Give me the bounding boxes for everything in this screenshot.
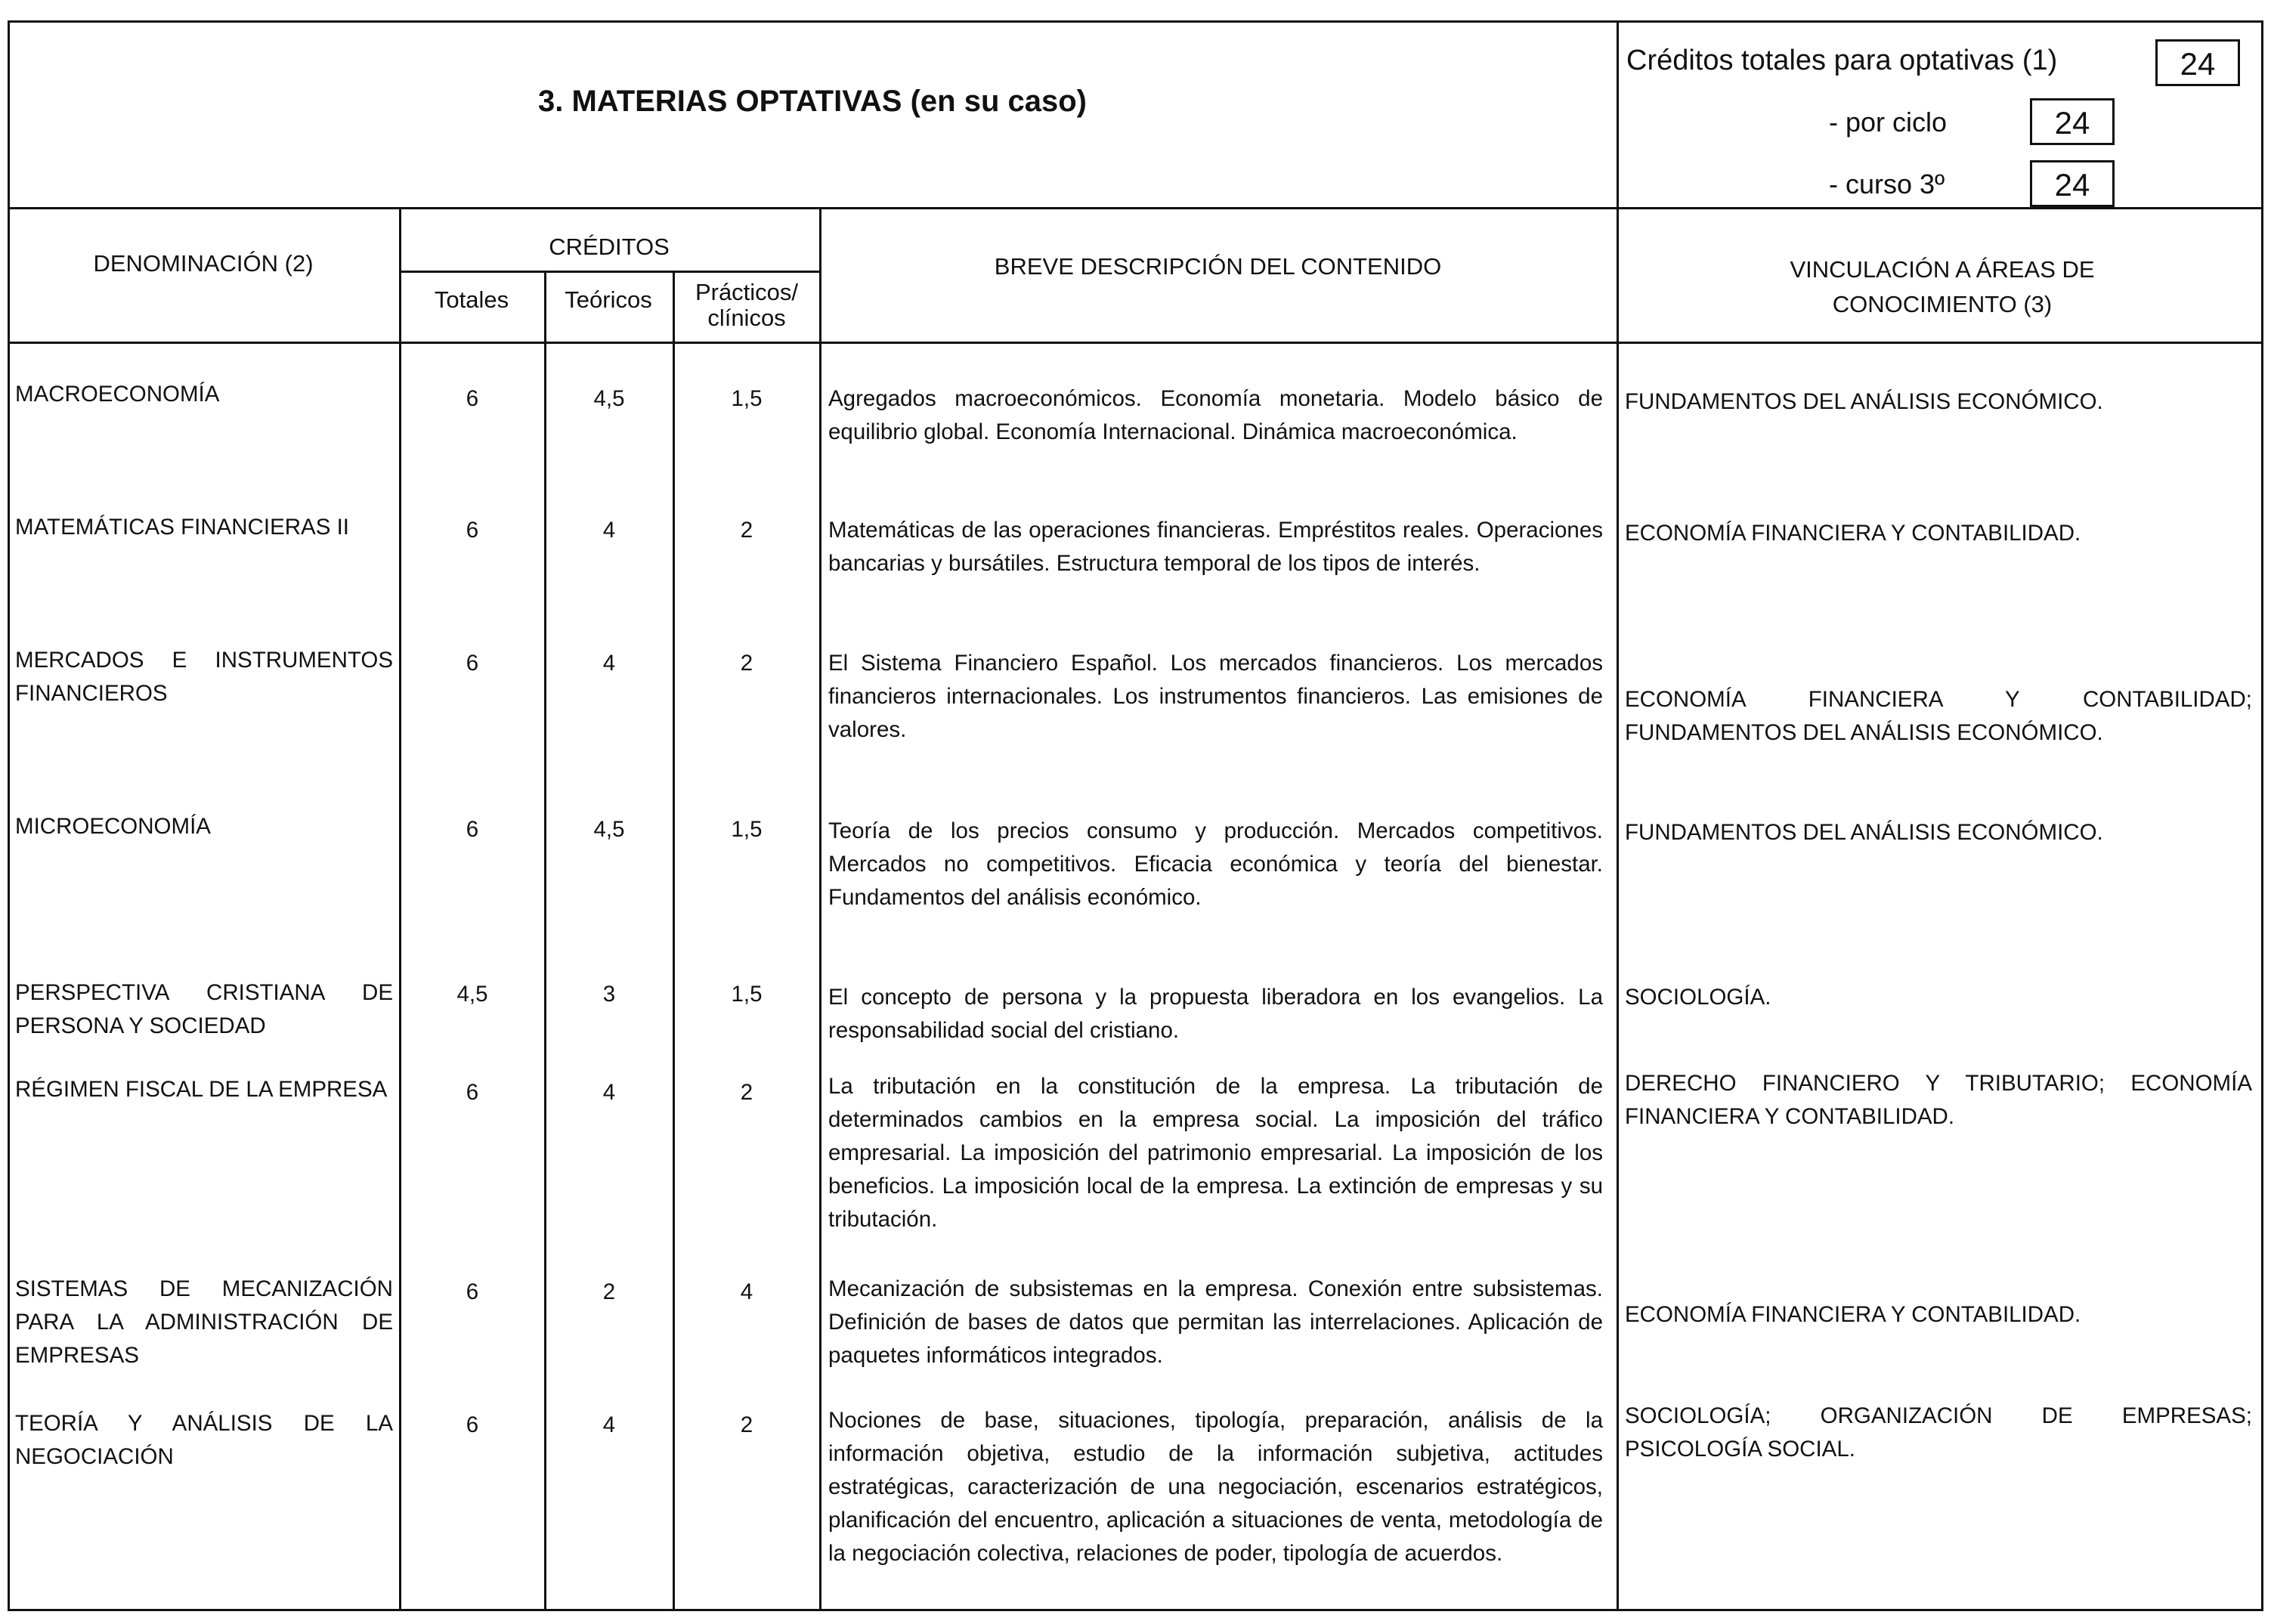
row-name: PERSPECTIVA CRISTIANA DE PERSONA Y SOCIEDAD (15, 980, 393, 1038)
row-name: MATEMÁTICAS FINANCIERAS II (15, 515, 349, 540)
row-area: DERECHO FINANCIERO Y TRIBUTARIO; ECONOMÍA FINANCIERA Y CONTABILIDAD. (1625, 1071, 2252, 1129)
divider-col-name (399, 207, 401, 1611)
row-description: El Sistema Financiero Español. Los mercados financieros. Los mercados financieros internacionales. Los instrumentos financieros. Las emisiones de valores. (828, 651, 1603, 742)
row-teoricos: 3 (602, 982, 616, 1007)
row-practicos: 1,5 (731, 982, 763, 1007)
divider-creditos-sub (399, 271, 819, 273)
row-totales: 6 (466, 1080, 479, 1105)
row-totales: 6 (466, 386, 479, 411)
col-header-descripcion: BREVE DESCRIPCIÓN DEL CONTENIDO (994, 253, 1442, 280)
row-description: La tributación en la constitución de la empresa. La tributación de determinados cambios en la empresa social. La imposición del tráfico empresarial. La imposición del patrimonio empresarial. La imposición de los beneficios. La imposición local de la empresa. La extinción de empresas y su tributación. (828, 1074, 1603, 1232)
credits-total-box: 24 (2155, 39, 2240, 86)
row-teoricos: 2 (602, 1279, 616, 1304)
row-area: FUNDAMENTOS DEL ANÁLISIS ECONÓMICO. (1625, 820, 2103, 845)
row-teoricos: 4,5 (593, 386, 625, 411)
row-area: ECONOMÍA FINANCIERA Y CONTABILIDAD; FUNDAMENTOS DEL ANÁLISIS ECONÓMICO. (1625, 687, 2252, 745)
row-totales: 6 (466, 1279, 479, 1304)
course-box: 24 (2030, 160, 2115, 207)
col-header-practicos: Prácticos/ clínicos (695, 279, 799, 331)
row-totales: 6 (466, 518, 479, 543)
row-name: RÉGIMEN FISCAL DE LA EMPRESA (15, 1077, 388, 1102)
page-title: 3. MATERIAS OPTATIVAS (en su caso) (537, 85, 1087, 118)
row-area: ECONOMÍA FINANCIERA Y CONTABILIDAD. (1625, 1302, 2081, 1327)
row-area: SOCIOLOGÍA. (1625, 985, 1771, 1010)
col-header-teoricos: Teóricos (565, 286, 652, 313)
per-cycle-box: 24 (2030, 98, 2115, 145)
row-name: MACROECONOMÍA (15, 382, 220, 407)
col-header-totales: Totales (434, 286, 509, 313)
row-practicos: 2 (740, 651, 753, 676)
row-area: FUNDAMENTOS DEL ANÁLISIS ECONÓMICO. (1625, 389, 2103, 414)
row-name: MICROECONOMÍA (15, 814, 211, 839)
credits-total-label: Créditos totales para optativas (1) (1626, 45, 2058, 76)
course-label: - curso 3º (1829, 169, 1945, 200)
row-description: Nociones de base, situaciones, tipología, preparación, análisis de la información objetiva, estudio de la información subjetiva, actitudes estratégicas, caracterización de una negociación, escenarios estratégicos, planificación del encuentro, aplicación a situaciones de venta, metodología de la negociación colectiva, relaciones de poder, tipología de acuerdos. (828, 1408, 1603, 1566)
row-practicos: 2 (740, 1080, 753, 1105)
row-practicos: 1,5 (731, 386, 763, 411)
row-description: El concepto de persona y la propuesta liberadora en los evangelios. La responsabilidad social del cristiano. (828, 985, 1603, 1043)
row-area: ECONOMÍA FINANCIERA Y CONTABILIDAD. (1625, 521, 2081, 546)
row-name: SISTEMAS DE MECANIZACIÓN PARA LA ADMINISTRACIÓN DE EMPRESAS (15, 1276, 393, 1368)
col-header-vinculacion: VINCULACIÓN A ÁREAS DE CONOCIMIENTO (3) (1790, 256, 2095, 317)
row-teoricos: 4 (602, 518, 616, 543)
col-header-denominacion: DENOMINACIÓN (2) (93, 250, 314, 277)
row-practicos: 2 (740, 518, 753, 543)
divider-column-header (8, 342, 2263, 344)
row-description: Mecanización de subsistemas en la empresa. Conexión entre subsistemas. Definición de bases de datos que permitan las interrelaciones. Aplicación de paquetes informáticos integrados. (828, 1276, 1603, 1368)
row-description: Agregados macroeconómicos. Economía monetaria. Modelo básico de equilibrio global. Economía Internacional. Dinámica macroeconómica. (828, 386, 1603, 444)
divider-header (8, 207, 2263, 209)
row-totales: 4,5 (456, 982, 488, 1007)
row-teoricos: 4 (602, 1412, 616, 1437)
row-totales: 6 (466, 1412, 479, 1437)
row-description: Matemáticas de las operaciones financieras. Empréstitos reales. Operaciones bancarias y bursátiles. Estructura temporal de los tipos de interés. (828, 518, 1603, 576)
col-header-creditos: CRÉDITOS (549, 234, 670, 260)
row-totales: 6 (466, 817, 479, 842)
row-teoricos: 4 (602, 651, 616, 676)
row-totales: 6 (466, 651, 479, 676)
row-teoricos: 4 (602, 1080, 616, 1105)
row-description: Teoría de los precios consumo y producción. Mercados competitivos. Mercados no competitivos. Eficacia económica y teoría del bienestar. Fundamentos del análisis económico. (828, 818, 1603, 910)
divider-area-column (1617, 20, 1619, 1611)
row-name: TEORÍA Y ANÁLISIS DE LA NEGOCIACIÓN (15, 1411, 393, 1469)
row-practicos: 1,5 (731, 817, 763, 842)
row-area: SOCIOLOGÍA; ORGANIZACIÓN DE EMPRESAS; PSICOLOGÍA SOCIAL. (1625, 1403, 2252, 1462)
row-practicos: 2 (740, 1412, 753, 1437)
row-name: MERCADOS E INSTRUMENTOS FINANCIEROS (15, 648, 393, 706)
row-teoricos: 4,5 (593, 817, 625, 842)
divider-col-practicos (819, 207, 821, 1611)
per-cycle-label: - por ciclo (1829, 107, 1948, 138)
row-practicos: 4 (740, 1279, 753, 1304)
